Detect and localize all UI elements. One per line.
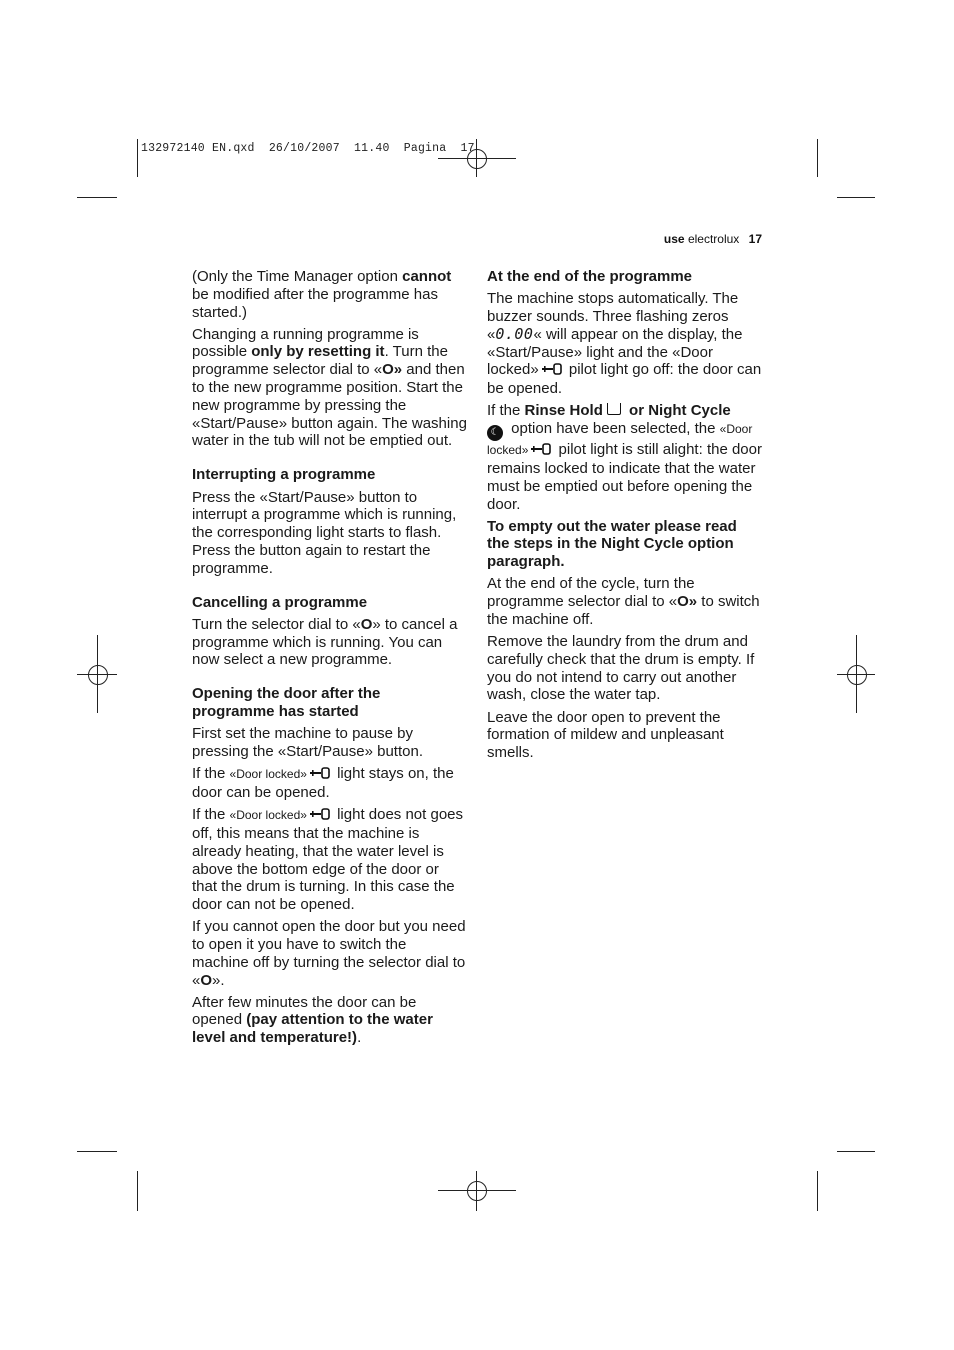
page-number: 17 [748, 232, 762, 246]
heading-opening-door: Opening the door after the programme has started [192, 685, 381, 721]
right-column [487, 268, 762, 766]
door-locked-off-paragraph: If the «Door locked» light does not goes off, this means that the machine is already heating, that the water level is above the bottom edge of the door or that the drum is turning. In this case the door can not be opened. [192, 806, 464, 914]
pause-paragraph: First set the machine to pause by pressing the «Start/Pause» button. [192, 725, 423, 761]
end-of-cycle-paragraph: At the end of the cycle, turn the programme selector dial to «O» to switch the machine off. [487, 575, 760, 628]
changing-programme-paragraph: Changing a running programme is possible only by resetting it. Turn the programme selector dial to «O» and then to the new programme position. Start the new programme by pressing the «Start/Pause» button again. The washing water in the tub will not be emptied out. [192, 325, 467, 450]
end-programme-paragraph: The machine stops automatically. The buzzer sounds. Three flashing zeros «0.00« will appear on the display, the «Start/Pause» light and the «Door locked» pilot light go off: the door can be opened. [487, 290, 762, 398]
rinse-hold-paragraph: If the Rinse Hold or Night Cycle ☾ option have been selected, the «Door locked» pilot light is still alight: the door remains locked to indicate that the water must be emptied out before opening the door. [487, 402, 762, 513]
time-manager-note: (Only the Time Manager option cannot be modified after the programme has started.) [192, 268, 452, 321]
left-column [192, 268, 467, 1051]
heading-end-of-programme: At the end of the programme [487, 268, 693, 285]
door-locked-on-paragraph: If the «Door locked» light stays on, the door can be opened. [192, 765, 454, 802]
cancelling-paragraph: Turn the selector dial to «O» to cancel a programme which is running. You can now select a new programme. [192, 615, 458, 669]
door-locked-icon [309, 807, 331, 825]
empty-water-note: To empty out the water please read the steps in the Night Cycle option paragraph. [487, 517, 737, 571]
remove-laundry-paragraph: Remove the laundry from the drum and carefully check that the drum is empty. If you do not intend to carry out another wash, close the water tap. [487, 633, 755, 704]
night-cycle-icon: ☾ [487, 425, 503, 441]
leave-door-open-paragraph: Leave the door open to prevent the formation of mildew and unpleasant smells. [487, 708, 724, 762]
door-locked-icon [530, 442, 552, 460]
file-slug: 132972140 EN.qxd 26/10/2007 11.40 Pagina 17 [141, 142, 475, 155]
after-minutes-paragraph: After few minutes the door can be opened (pay attention to the water level and temperature!). [192, 993, 433, 1047]
running-header [664, 232, 762, 246]
door-locked-icon [541, 362, 563, 380]
heading-cancelling: Cancelling a programme [192, 593, 368, 611]
header-section: use [663, 232, 685, 246]
header-brand: electrolux [687, 232, 740, 246]
interrupting-paragraph: Press the «Start/Pause» button to interrupt a programme which is running, the corresponding light starts to flash. Press the button again to restart the programme. [192, 488, 457, 577]
display-zeros: 0.00 [495, 324, 534, 343]
door-locked-icon [309, 766, 331, 784]
cannot-open-paragraph: If you cannot open the door but you need to open it you have to switch the machine off by turning the selector dial to «O». [192, 918, 466, 989]
rinse-hold-icon [607, 403, 621, 415]
heading-interrupting: Interrupting a programme [192, 466, 376, 484]
